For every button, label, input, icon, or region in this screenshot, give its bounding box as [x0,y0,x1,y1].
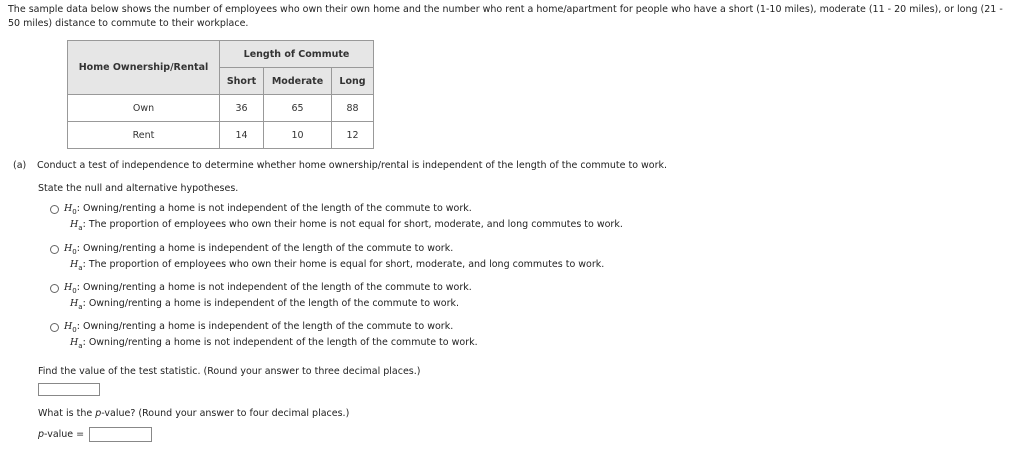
h0-symbol: H [64,282,73,293]
row-label: Rent [68,122,220,149]
h0-symbol: H [64,321,73,332]
ha-text: : The proportion of employees who own their home is equal for short, moderate, and long commutes to work. [82,259,605,270]
h0-text: : Owning/renting a home is independent of the length of the commute to work. [76,321,454,332]
part-label: (a) [13,160,27,171]
table-row [68,95,374,122]
group-header: Length of Commute [220,41,374,68]
test-statistic-input[interactable] [38,383,100,396]
pvalue-prompt: What is the p-value? (Round your answer to four decimal places.) [38,408,350,419]
ha-text: : The proportion of employees who own their home is not equal for short, moderate, and long commutes to work. [82,219,623,230]
radio-button[interactable] [50,245,59,254]
pvalue-label: p-value = [38,429,85,440]
row-header: Home Ownership/Rental [68,41,220,95]
h0-text: : Owning/renting a home is not independent of the length of the commute to work. [76,203,472,214]
col-header-short: Short [220,68,264,95]
radio-button[interactable] [50,284,59,293]
cell: 65 [264,95,332,122]
radio-button[interactable] [50,205,59,214]
test-stat-prompt: Find the value of the test statistic. (Round your answer to three decimal places.) [38,366,421,377]
ha-text: : Owning/renting a home is independent of the length of the commute to work. [82,298,460,309]
cell: 10 [264,122,332,149]
ha-symbol: H [70,298,79,309]
col-header-long: Long [332,68,374,95]
data-table [67,40,374,149]
ha-symbol: H [70,337,79,348]
h0-text: : Owning/renting a home is independent of the length of the commute to work. [76,243,454,254]
radio-button[interactable] [50,323,59,332]
hypotheses-prompt: State the null and alternative hypotheses. [38,183,239,194]
cell: 88 [332,95,374,122]
row-label: Own [68,95,220,122]
pvalue-input[interactable] [89,427,152,442]
col-header-moderate: Moderate [264,68,332,95]
h0-symbol: H [64,203,73,214]
part-a-question [13,160,667,171]
ha-text: : Owning/renting a home is not independent of the length of the commute to work. [82,337,478,348]
h0-text: : Owning/renting a home is not independent of the length of the commute to work. [76,282,472,293]
ha-symbol: H [70,219,79,230]
table-row [68,122,374,149]
problem-intro: The sample data below shows the number of employees who own their own home and the number who rent a home/apartment for people who have a short (1-10 miles), moderate (11 - 20 miles), or long (21 - 50 miles) distance to commute to their workplace. [8,4,1003,29]
cell: 36 [220,95,264,122]
cell: 12 [332,122,374,149]
ha-symbol: H [70,259,79,270]
part-question: Conduct a test of independence to determine whether home ownership/rental is independent of the length of the commute to work. [37,160,668,171]
cell: 14 [220,122,264,149]
h0-symbol: H [64,243,73,254]
